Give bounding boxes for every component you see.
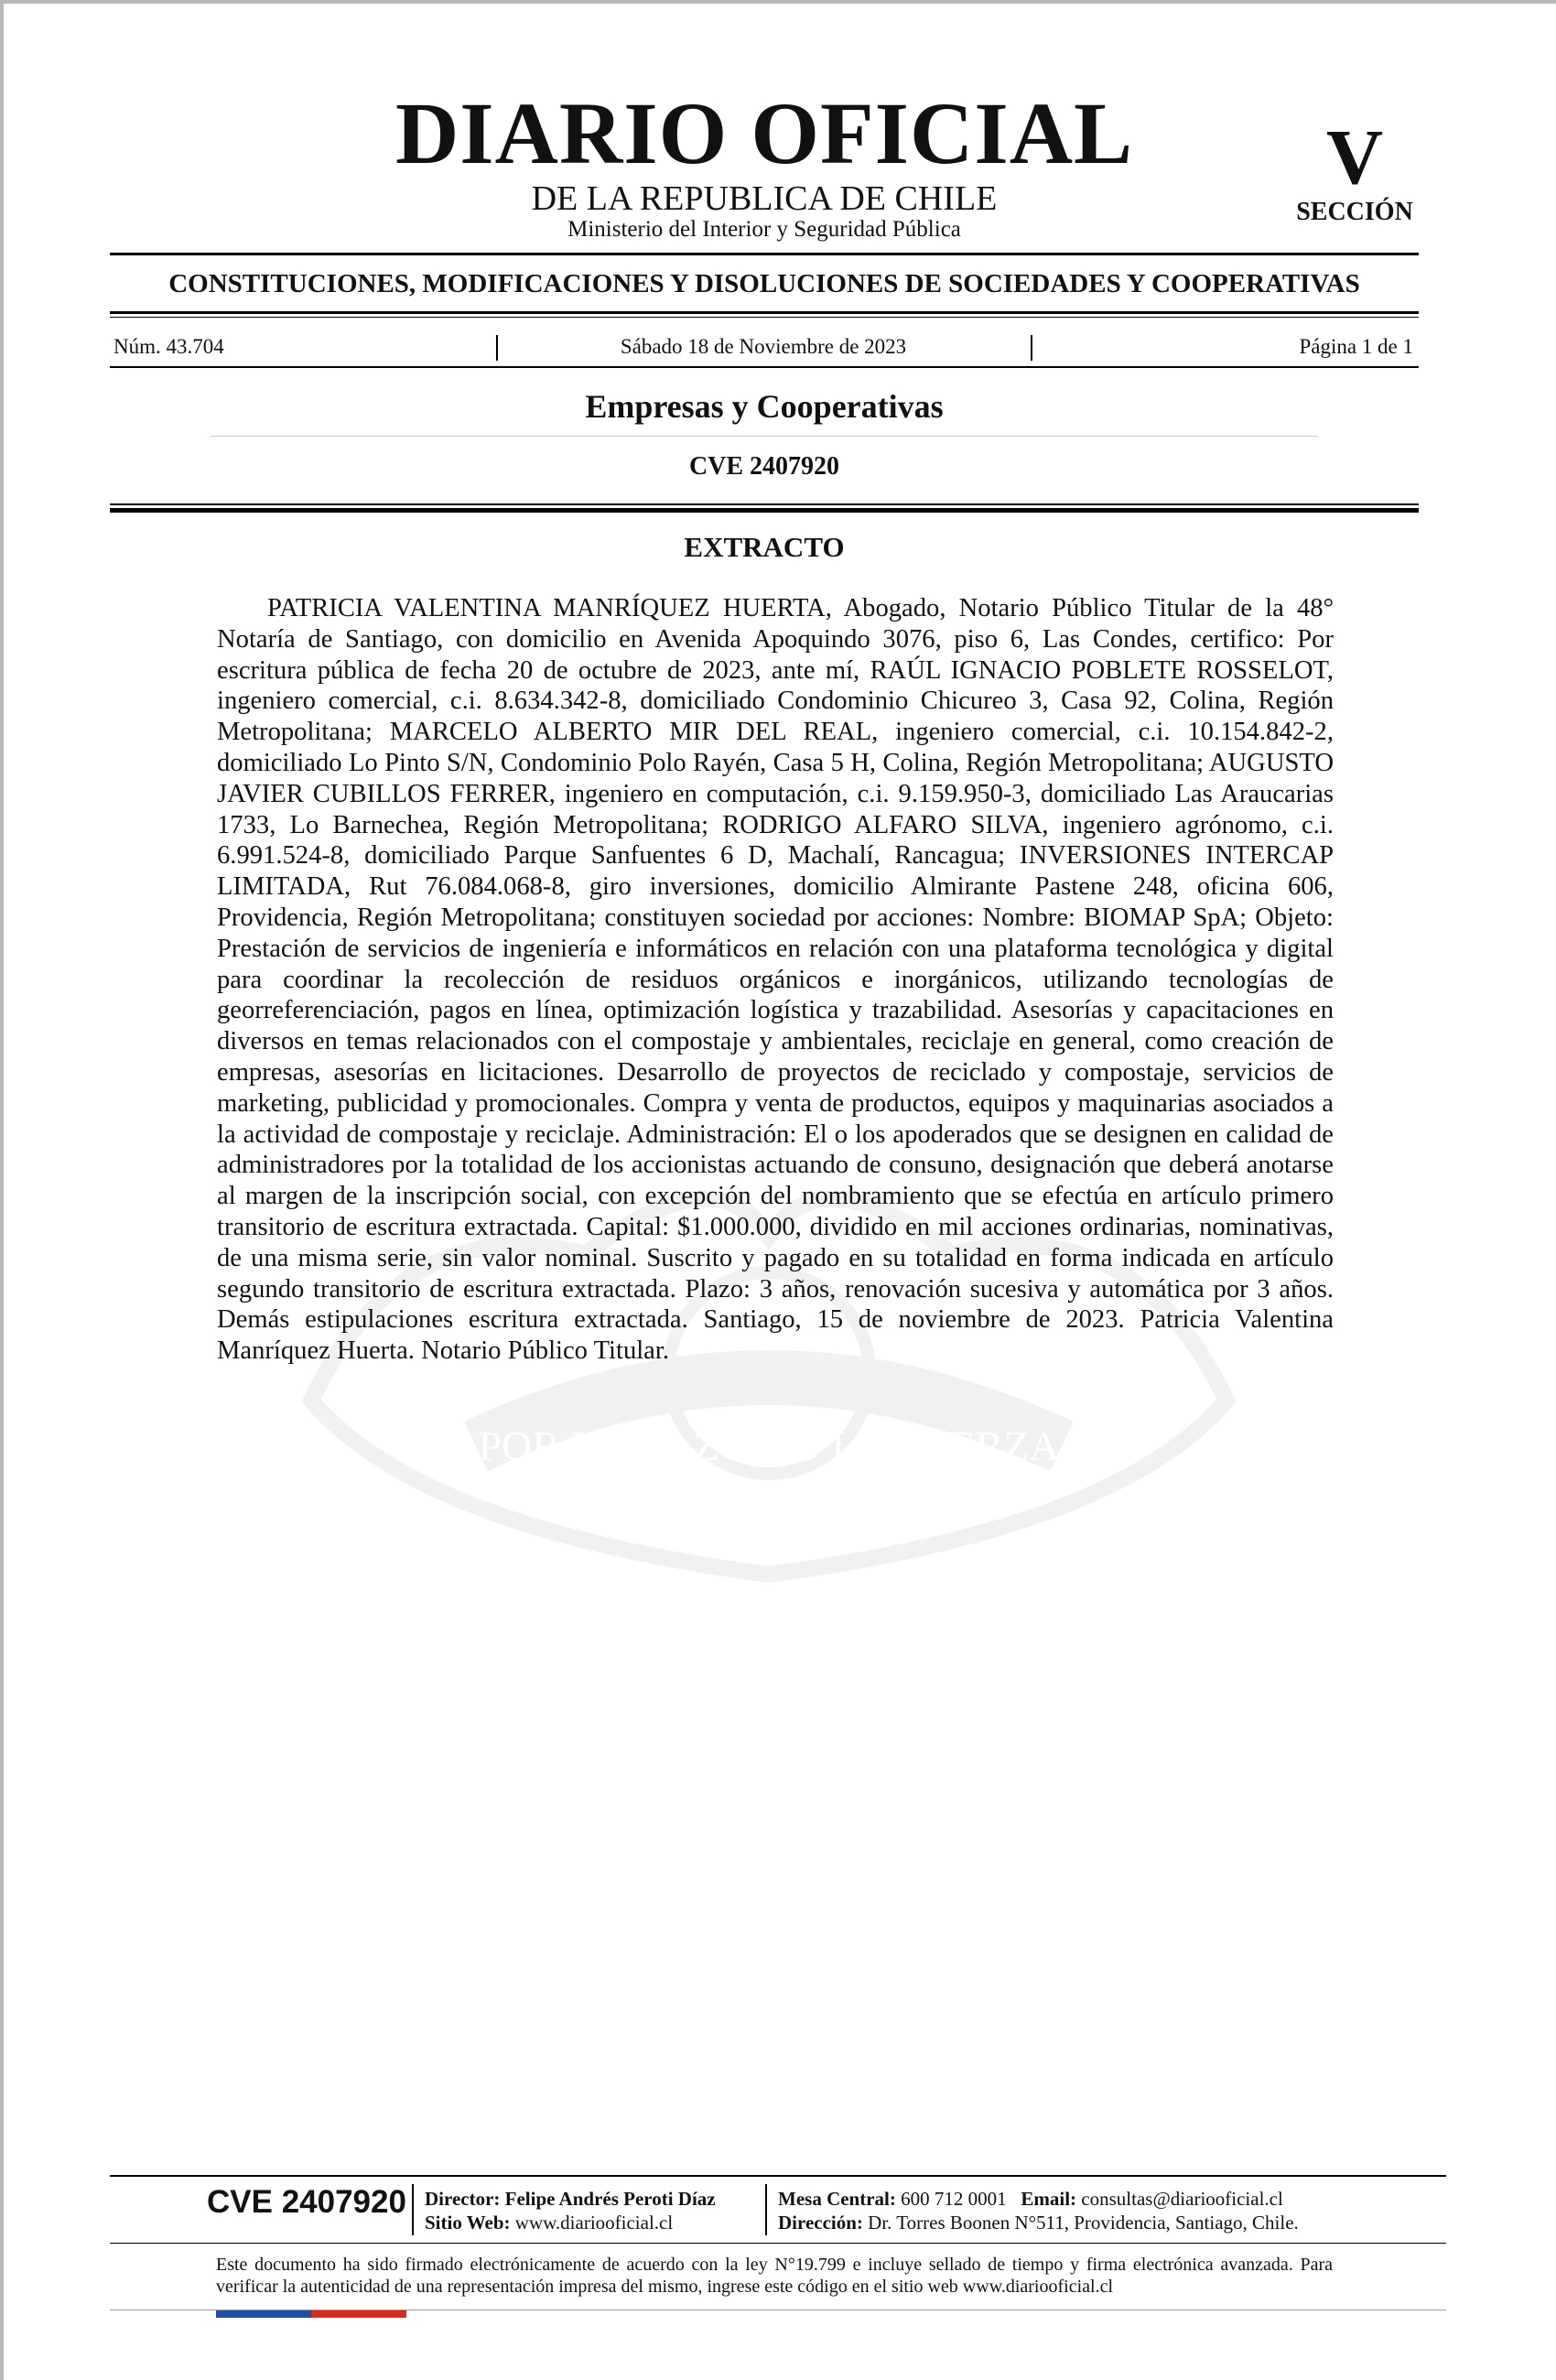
page-number: Página 1 de 1 bbox=[1299, 335, 1413, 358]
issue-number: Núm. 43.704 bbox=[113, 335, 224, 358]
section-letter: V bbox=[1325, 113, 1384, 200]
section-label: SECCIÓN bbox=[1296, 198, 1413, 226]
footer-contact: Mesa Central: 600 712 0001 Email: consultas@diariooficial.cl bbox=[778, 2188, 1283, 2210]
email-link[interactable]: consultas@diariooficial.cl bbox=[1081, 2188, 1283, 2210]
category-title: Empresas y Cooperativas bbox=[585, 388, 944, 425]
header-divider-thick bbox=[110, 508, 1419, 513]
masthead-title: DIARIO OFICIAL bbox=[394, 84, 1134, 182]
phone-number: 600 712 0001 bbox=[901, 2188, 1007, 2210]
address-value: Dr. Torres Boonen N°511, Providencia, Santiago, Chile. bbox=[868, 2212, 1299, 2234]
section-heading: CONSTITUCIONES, MODIFICACIONES Y DISOLUCIONES DE SOCIEDADES Y COOPERATIVAS bbox=[168, 269, 1360, 298]
footer-site: Sitio Web: www.diariooficial.cl bbox=[425, 2212, 674, 2234]
issue-date: Sábado 18 de Noviembre de 2023 bbox=[620, 335, 907, 358]
section-divider-thin bbox=[110, 317, 1419, 318]
extract-body: PATRICIA VALENTINA MANRÍQUEZ HUERTA, Abogado, Notario Público Titular de la 48° Notaría de Santiago, con domicilio en Avenida Apoquindo 3076, piso 6, Las Condes, certifico: Por escritura pública de fecha 20 de octubre de 2023, ante mí, RAÚL IGNACIO POBLETE ROSSELOT, ingeniero comercial, c.i. 8.634.342-8, domiciliado Condominio Chicureo 3, Casa 92, Colina, Región Metropolitana; MARCELO ALBERTO MIR DEL REAL, ingeniero comercial, c.i. 10.154.842-2, domiciliado Lo Pinto S/N, Condominio Polo Rayén, Casa 5 H, Colina, Región Metropolitana; AUGUSTO JAVIER CUBILLOS FERRER, ingeniero en computación, c.i. 9.159.950-3, domiciliado Las Araucarias 1733, Lo Barnechea, Región Metropolitana; RODRIGO ALFARO SILVA, ingeniero agrónomo, c.i. 6.991.524-8, domiciliado Parque Sanfuentes 6 D, Machalí, Rancagua; INVERSIONES INTERCAP LIMITADA, Rut 76.084.068-8, giro inversiones, domicilio Almirante Pastene 248, oficina 606, Providencia, Región Metropolitana; constituyen sociedad por acciones: Nombre: BIOMAP SpA; Objeto: Prestación de servicios de ingeniería e informáticos en relación con una plataforma tecnológica y digital para coordinar la recolección de residuos orgánicos e inorgánicos, utilizando tecnologías de georreferenciación, pagos en línea, optimización logística y trazabilidad. Asesorías y capacitaciones en diversos en temas relacionados con el compostaje y ambientales, reciclaje en general, como creación de empresas, asesorías en licitaciones. Desarrollo de proyectos de reciclado y compostaje, servicios de marketing, publicidad y promocionales. Compra y venta de productos, equipos y maquinarias asociados a la actividad de compostaje y reciclaje. Administración: El o los apoderados que se designen en calidad de administradores por la totalidad de los accionistas actuando de consuno, designación que deberá anotarse al margen de la inscripción social, con excepción del nombramiento que se efectúa en artículo primero transitorio de escritura extractada. Capital: $1.000.000, dividido en mil acciones ordinarias, nominativas, de una misma serie, sin valor nominal. Suscrito y pagado en su totalidad en forma indicada en artículo segundo transitorio de escritura extractada. Plazo: 3 años, renovación sucesiva y automática por 3 años. Demás estipulaciones escritura extractada. Santiago, 15 de noviembre de 2023. Patricia Valentina Manríquez Huerta. Notario Público Titular. bbox=[217, 594, 1334, 1366]
footer-mid-rule bbox=[110, 2243, 1446, 2244]
footer-cve: CVE 2407920 bbox=[207, 2184, 406, 2220]
info-separator bbox=[1031, 335, 1032, 361]
masthead-divider bbox=[110, 253, 1419, 255]
footer-disclaimer: Este documento ha sido firmado electrónicamente de acuerdo con la ley N°19.799 e incluye sellado de tiempo y firma electrónica avanzada. Para verificar la autenticidad de una representación impresa del mismo, ingrese este código en el sitio web www.diariooficial.cl bbox=[216, 2255, 1333, 2297]
masthead-ministry: Ministerio del Interior y Seguridad Pública bbox=[567, 217, 961, 242]
category-divider bbox=[211, 436, 1318, 437]
section-divider-top bbox=[110, 311, 1419, 314]
cve-code: CVE 2407920 bbox=[688, 452, 840, 481]
footer-separator bbox=[412, 2184, 414, 2235]
info-divider bbox=[110, 366, 1419, 368]
footer-top-rule bbox=[110, 2175, 1446, 2177]
flag-stripe-blue bbox=[216, 2310, 311, 2318]
watermark-motto: POR LA RAZON O LA FUERZA bbox=[478, 1423, 1060, 1469]
flag-stripe-red bbox=[311, 2310, 406, 2318]
site-link[interactable]: www.diariooficial.cl bbox=[514, 2212, 674, 2234]
footer-address: Dirección: Dr. Torres Boonen N°511, Providencia, Santiago, Chile. bbox=[778, 2212, 1299, 2234]
header-divider-thin bbox=[110, 503, 1419, 505]
footer-director: Director: Felipe Andrés Peroti Díaz bbox=[425, 2188, 716, 2210]
director-name: Felipe Andrés Peroti Díaz bbox=[504, 2188, 716, 2210]
extract-title: EXTRACTO bbox=[684, 531, 845, 563]
issue-info-row bbox=[113, 333, 1413, 361]
footer-separator bbox=[765, 2184, 767, 2235]
masthead-subtitle: DE LA REPUBLICA DE CHILE bbox=[531, 179, 998, 218]
